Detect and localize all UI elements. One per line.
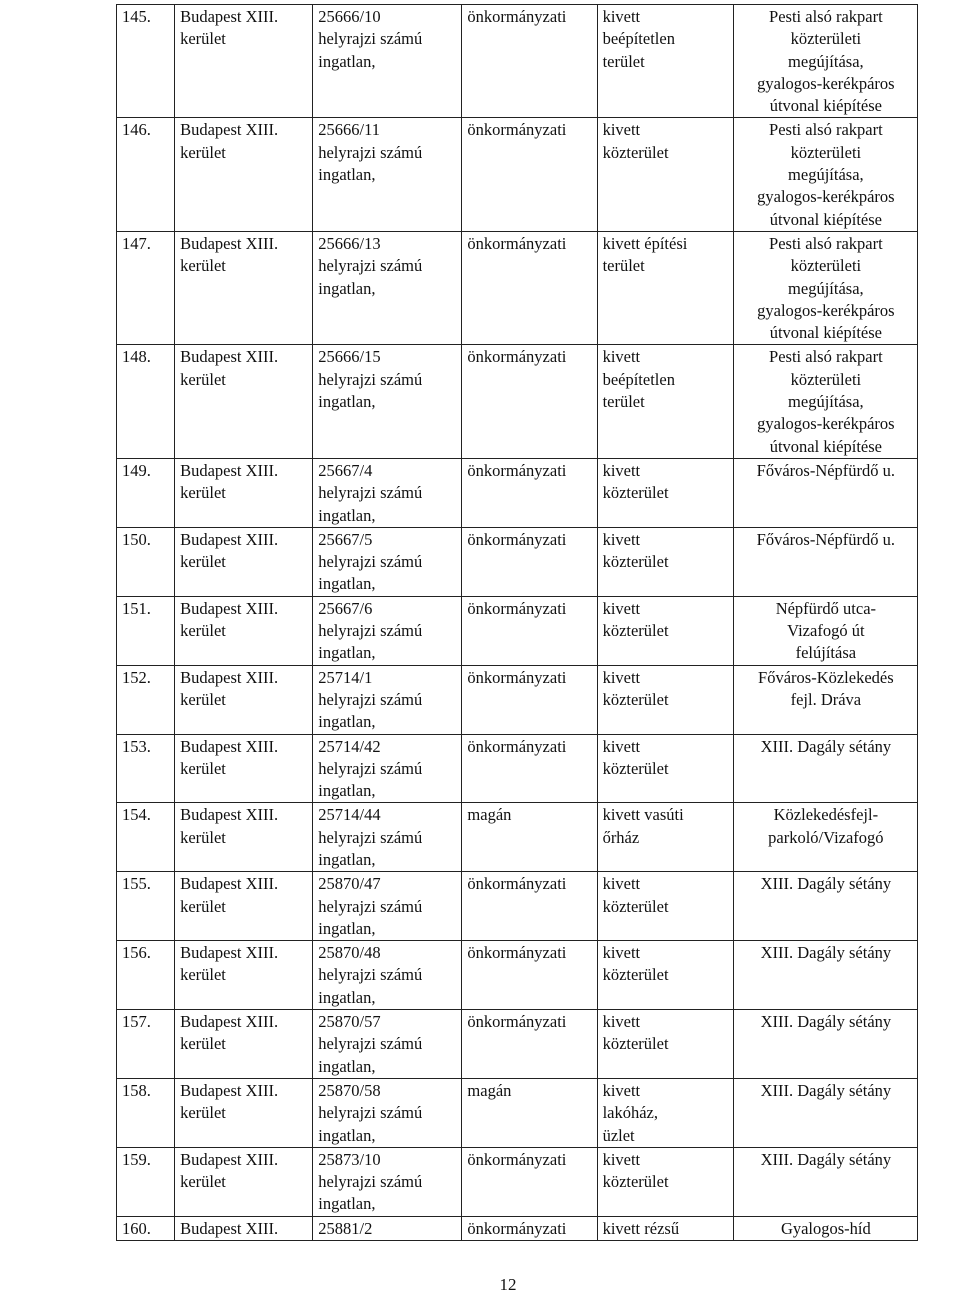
cell-purpose-line: fejl. Dráva	[790, 689, 862, 709]
cell-land-type-line: közterület	[602, 689, 669, 709]
cell-ownership-line: önkormányzati	[467, 460, 567, 480]
cell-purpose	[733, 527, 917, 596]
cell-purpose-line: gyalogos-kerékpáros	[757, 414, 895, 434]
cell-purpose-line: Főváros-Népfürdő u.	[756, 460, 896, 480]
cell-location	[175, 1010, 313, 1079]
cell-land-type	[597, 458, 733, 527]
cell-ownership-line: önkormányzati	[467, 233, 567, 253]
cell-land-type	[597, 118, 733, 231]
cell-ownership	[462, 5, 597, 118]
cell-location-line: kerület	[180, 256, 226, 276]
cell-land-type	[597, 665, 733, 734]
cell-parcel-number	[313, 231, 462, 344]
cell-location-line: kerület	[180, 965, 226, 985]
cell-land-type-line: beépítetlen	[602, 369, 675, 389]
cell-land-type	[597, 1078, 733, 1147]
cell-purpose-line: útvonal kiépítése	[769, 436, 882, 456]
cell-parcel-number	[313, 1147, 462, 1216]
cell-parcel-number-line: helyrajzi számú	[318, 256, 423, 276]
cell-location	[175, 527, 313, 596]
cell-location	[175, 596, 313, 665]
cell-land-type	[597, 734, 733, 803]
table-row	[117, 665, 918, 734]
cell-parcel-number-line: 25881/2	[318, 1218, 373, 1238]
cell-land-type-line: kivett	[602, 874, 641, 894]
cell-land-type-line: kivett	[602, 460, 641, 480]
table-row	[117, 118, 918, 231]
cell-ownership-line: magán	[467, 805, 512, 825]
cell-parcel-number-line: 25666/13	[318, 233, 381, 253]
cell-number: 146.	[117, 118, 175, 231]
cell-parcel-number-line: 25666/11	[318, 120, 380, 140]
cell-purpose-line: útvonal kiépítése	[769, 96, 882, 116]
cell-purpose	[733, 5, 917, 118]
table-row	[117, 872, 918, 941]
cell-ownership	[462, 596, 597, 665]
cell-purpose-line: gyalogos-kerékpáros	[757, 187, 895, 207]
cell-purpose-line: közterületi	[790, 142, 862, 162]
cell-location	[175, 1078, 313, 1147]
cell-parcel-number-line: 25870/48	[318, 943, 381, 963]
cell-number: 147.	[117, 231, 175, 344]
cell-land-type-line: kivett	[602, 598, 641, 618]
cell-land-type-line: kivett	[602, 7, 641, 26]
cell-location-line: kerület	[180, 758, 226, 778]
cell-ownership	[462, 872, 597, 941]
cell-land-type-line: kivett	[602, 667, 641, 687]
cell-number: 151.	[117, 596, 175, 665]
cell-parcel-number-line: ingatlan,	[318, 1056, 376, 1076]
cell-land-type-line: kivett	[602, 943, 641, 963]
cell-number: 154.	[117, 803, 175, 872]
cell-number: 150.	[117, 527, 175, 596]
cell-location	[175, 1216, 313, 1240]
cell-parcel-number-line: helyrajzi számú	[318, 758, 423, 778]
cell-land-type	[597, 1010, 733, 1079]
cell-parcel-number-line: helyrajzi számú	[318, 965, 423, 985]
cell-location-line: Budapest XIII.	[180, 736, 279, 756]
cell-purpose-line: megújítása,	[788, 392, 864, 412]
cell-ownership	[462, 1147, 597, 1216]
table-row	[117, 5, 918, 118]
cell-number: 148.	[117, 345, 175, 458]
cell-land-type	[597, 345, 733, 458]
cell-location-line: kerület	[180, 621, 226, 641]
table-row	[117, 941, 918, 1010]
cell-land-type-line: kivett vasúti	[602, 805, 684, 825]
cell-purpose-line: XIII. Dagály sétány	[760, 1012, 892, 1032]
cell-parcel-number-line: 25667/6	[318, 598, 373, 618]
cell-land-type	[597, 1147, 733, 1216]
cell-land-type-line: őrház	[602, 827, 640, 847]
cell-location-line: kerület	[180, 827, 226, 847]
cell-parcel-number-line: ingatlan,	[318, 712, 376, 732]
cell-purpose-line: Pesti alsó rakpart	[769, 347, 883, 367]
cell-purpose-line: XIII. Dagály sétány	[760, 736, 892, 756]
cell-ownership-line: önkormányzati	[467, 529, 567, 549]
cell-parcel-number-line: helyrajzi számú	[318, 369, 423, 389]
cell-land-type	[597, 1216, 733, 1240]
cell-purpose-line: XIII. Dagály sétány	[760, 874, 892, 894]
cell-purpose-line: parkoló/Vizafogó	[768, 827, 884, 847]
cell-land-type	[597, 5, 733, 118]
cell-purpose-line: XIII. Dagály sétány	[760, 1149, 892, 1169]
cell-purpose-line: megújítása,	[788, 51, 864, 71]
cell-land-type-line: kivett	[602, 1012, 641, 1032]
cell-parcel-number-line: 25666/10	[318, 7, 381, 26]
cell-parcel-number-line: 25714/1	[318, 667, 373, 687]
cell-parcel-number-line: ingatlan,	[318, 574, 376, 594]
cell-purpose-line: útvonal kiépítése	[769, 209, 882, 229]
cell-parcel-number	[313, 5, 462, 118]
cell-ownership-line: önkormányzati	[467, 667, 567, 687]
table-row	[117, 345, 918, 458]
cell-location	[175, 231, 313, 344]
cell-land-type-line: lakóház,	[602, 1103, 658, 1123]
cell-purpose-line: Pesti alsó rakpart	[769, 120, 883, 140]
cell-land-type-line: kivett	[602, 347, 641, 367]
cell-land-type-line: közterület	[602, 621, 669, 641]
cell-parcel-number-line: ingatlan,	[318, 781, 376, 801]
cell-location	[175, 872, 313, 941]
cell-parcel-number-line: 25714/44	[318, 805, 381, 825]
cell-parcel-number-line: ingatlan,	[318, 392, 376, 412]
cell-location-line: Budapest XIII.	[180, 598, 279, 618]
cell-location-line: kerület	[180, 689, 226, 709]
cell-parcel-number-line: helyrajzi számú	[318, 1103, 423, 1123]
cell-parcel-number-line: 25870/58	[318, 1080, 381, 1100]
cell-land-type-line: közterület	[602, 1034, 669, 1054]
cell-parcel-number-line: helyrajzi számú	[318, 896, 423, 916]
cell-land-type-line: kivett	[602, 1080, 641, 1100]
cell-ownership-line: önkormányzati	[467, 1012, 567, 1032]
property-table	[116, 4, 918, 1241]
cell-parcel-number	[313, 1010, 462, 1079]
cell-ownership-line: önkormányzati	[467, 1218, 567, 1238]
cell-purpose-line: XIII. Dagály sétány	[760, 1080, 892, 1100]
cell-purpose-line: gyalogos-kerékpáros	[757, 300, 895, 320]
cell-parcel-number	[313, 1216, 462, 1240]
cell-location-line: kerület	[180, 1172, 226, 1192]
cell-purpose	[733, 345, 917, 458]
cell-ownership-line: magán	[467, 1080, 512, 1100]
cell-parcel-number-line: helyrajzi számú	[318, 689, 423, 709]
cell-purpose-line: útvonal kiépítése	[769, 323, 882, 343]
cell-parcel-number	[313, 345, 462, 458]
cell-location-line: kerület	[180, 29, 226, 49]
cell-location	[175, 941, 313, 1010]
cell-land-type	[597, 231, 733, 344]
cell-purpose-line: Pesti alsó rakpart	[769, 233, 883, 253]
cell-ownership	[462, 231, 597, 344]
cell-location	[175, 345, 313, 458]
cell-purpose-line: Pesti alsó rakpart	[769, 7, 883, 26]
cell-purpose-line: felújítása	[795, 643, 857, 663]
cell-purpose-line: megújítása,	[788, 165, 864, 185]
cell-number: 145.	[117, 5, 175, 118]
cell-ownership	[462, 734, 597, 803]
cell-ownership-line: önkormányzati	[467, 7, 567, 26]
cell-parcel-number-line: 25667/5	[318, 529, 373, 549]
cell-location-line: Budapest XIII.	[180, 1080, 279, 1100]
cell-parcel-number	[313, 665, 462, 734]
cell-ownership-line: önkormányzati	[467, 874, 567, 894]
cell-parcel-number-line: ingatlan,	[318, 643, 376, 663]
cell-purpose-line: Gyalogos-híd	[780, 1218, 871, 1238]
cell-location-line: kerület	[180, 483, 226, 503]
cell-number: 149.	[117, 458, 175, 527]
cell-location-line: kerület	[180, 369, 226, 389]
cell-parcel-number	[313, 527, 462, 596]
cell-ownership	[462, 665, 597, 734]
cell-purpose-line: Főváros-Népfürdő u.	[756, 529, 896, 549]
cell-purpose	[733, 803, 917, 872]
cell-purpose-line: Főváros-Közlekedés	[758, 667, 894, 687]
cell-land-type-line: kivett	[602, 120, 641, 140]
cell-parcel-number-line: ingatlan,	[318, 987, 376, 1007]
cell-ownership-line: önkormányzati	[467, 598, 567, 618]
cell-location-line: kerület	[180, 552, 226, 572]
cell-ownership-line: önkormányzati	[467, 120, 567, 140]
table-row	[117, 1078, 918, 1147]
cell-parcel-number-line: ingatlan,	[318, 505, 376, 525]
cell-parcel-number-line: helyrajzi számú	[318, 621, 423, 641]
cell-land-type-line: közterület	[602, 142, 669, 162]
table-row	[117, 231, 918, 344]
cell-location-line: Budapest XIII.	[180, 667, 279, 687]
cell-ownership-line: önkormányzati	[467, 736, 567, 756]
cell-location-line: Budapest XIII.	[180, 1218, 279, 1238]
cell-location-line: Budapest XIII.	[180, 7, 279, 26]
cell-location-line: kerület	[180, 896, 226, 916]
cell-purpose	[733, 734, 917, 803]
cell-location-line: Budapest XIII.	[180, 347, 279, 367]
cell-parcel-number-line: helyrajzi számú	[318, 483, 423, 503]
cell-land-type-line: kivett rézsű	[602, 1218, 680, 1238]
cell-purpose	[733, 596, 917, 665]
cell-purpose-line: közterületi	[790, 256, 862, 276]
cell-location-line: Budapest XIII.	[180, 1012, 279, 1032]
cell-land-type	[597, 872, 733, 941]
cell-parcel-number-line: helyrajzi számú	[318, 1034, 423, 1054]
cell-location	[175, 665, 313, 734]
cell-location-line: kerület	[180, 142, 226, 162]
cell-land-type-line: terület	[602, 392, 645, 412]
cell-ownership	[462, 345, 597, 458]
cell-purpose	[733, 1147, 917, 1216]
cell-land-type	[597, 596, 733, 665]
property-table-body	[117, 5, 918, 1241]
cell-location-line: kerület	[180, 1034, 226, 1054]
cell-parcel-number-line: ingatlan,	[318, 165, 376, 185]
cell-purpose	[733, 665, 917, 734]
cell-ownership	[462, 803, 597, 872]
cell-ownership-line: önkormányzati	[467, 943, 567, 963]
cell-land-type-line: kivett	[602, 1149, 641, 1169]
cell-parcel-number-line: helyrajzi számú	[318, 552, 423, 572]
cell-parcel-number-line: ingatlan,	[318, 278, 376, 298]
cell-purpose	[733, 872, 917, 941]
cell-purpose-line: Népfürdő utca-	[775, 598, 877, 618]
cell-parcel-number-line: helyrajzi számú	[318, 142, 423, 162]
cell-location-line: Budapest XIII.	[180, 460, 279, 480]
table-row	[117, 803, 918, 872]
cell-purpose	[733, 1010, 917, 1079]
cell-ownership-line: önkormányzati	[467, 347, 567, 367]
cell-purpose	[733, 458, 917, 527]
cell-ownership	[462, 1010, 597, 1079]
cell-land-type-line: közterület	[602, 1172, 669, 1192]
cell-land-type-line: beépítetlen	[602, 29, 675, 49]
cell-location	[175, 118, 313, 231]
cell-land-type-line: kivett	[602, 529, 641, 549]
table-row	[117, 1010, 918, 1079]
cell-land-type-line: terület	[602, 51, 645, 71]
cell-parcel-number-line: ingatlan,	[318, 1194, 376, 1214]
cell-ownership	[462, 1078, 597, 1147]
cell-location-line: Budapest XIII.	[180, 120, 279, 140]
cell-parcel-number-line: helyrajzi számú	[318, 827, 423, 847]
cell-land-type	[597, 803, 733, 872]
cell-location-line: Budapest XIII.	[180, 529, 279, 549]
cell-land-type-line: kivett építési	[602, 233, 688, 253]
cell-parcel-number-line: ingatlan,	[318, 849, 376, 869]
cell-purpose-line: megújítása,	[788, 278, 864, 298]
cell-number: 152.	[117, 665, 175, 734]
cell-ownership	[462, 1216, 597, 1240]
cell-parcel-number	[313, 941, 462, 1010]
table-row	[117, 458, 918, 527]
cell-parcel-number-line: 25666/15	[318, 347, 381, 367]
table-row	[117, 1216, 918, 1240]
cell-parcel-number-line: 25873/10	[318, 1149, 381, 1169]
table-row	[117, 734, 918, 803]
cell-purpose-line: közterületi	[790, 369, 862, 389]
cell-location	[175, 803, 313, 872]
cell-location-line: Budapest XIII.	[180, 805, 279, 825]
cell-purpose-line: XIII. Dagály sétány	[760, 943, 892, 963]
cell-land-type-line: kivett	[602, 736, 641, 756]
cell-parcel-number-line: ingatlan,	[318, 51, 376, 71]
cell-land-type-line: közterület	[602, 552, 669, 572]
cell-parcel-number	[313, 734, 462, 803]
cell-land-type-line: üzlet	[602, 1125, 635, 1145]
cell-parcel-number-line: helyrajzi számú	[318, 1172, 423, 1192]
cell-parcel-number-line: helyrajzi számú	[318, 29, 423, 49]
cell-purpose	[733, 1216, 917, 1240]
cell-parcel-number-line: 25714/42	[318, 736, 381, 756]
cell-number: 159.	[117, 1147, 175, 1216]
cell-land-type-line: közterület	[602, 965, 669, 985]
cell-parcel-number	[313, 118, 462, 231]
cell-number: 158.	[117, 1078, 175, 1147]
cell-parcel-number-line: ingatlan,	[318, 1125, 376, 1145]
cell-location-line: Budapest XIII.	[180, 1149, 279, 1169]
cell-ownership	[462, 458, 597, 527]
cell-land-type-line: közterület	[602, 483, 669, 503]
cell-purpose	[733, 118, 917, 231]
table-row	[117, 527, 918, 596]
cell-purpose-line: Közlekedésfejl-	[773, 805, 879, 825]
cell-parcel-number	[313, 803, 462, 872]
cell-parcel-number-line: 25667/4	[318, 460, 373, 480]
cell-location-line: Budapest XIII.	[180, 943, 279, 963]
table-row	[117, 596, 918, 665]
cell-land-type-line: közterület	[602, 896, 669, 916]
cell-number: 156.	[117, 941, 175, 1010]
cell-purpose	[733, 1078, 917, 1147]
cell-purpose	[733, 941, 917, 1010]
cell-purpose-line: gyalogos-kerékpáros	[757, 73, 895, 93]
cell-land-type	[597, 527, 733, 596]
cell-number: 153.	[117, 734, 175, 803]
cell-number: 157.	[117, 1010, 175, 1079]
cell-number: 160.	[117, 1216, 175, 1240]
table-row	[117, 1147, 918, 1216]
cell-location	[175, 734, 313, 803]
cell-ownership	[462, 527, 597, 596]
cell-land-type-line: terület	[602, 256, 645, 276]
cell-parcel-number-line: 25870/57	[318, 1012, 381, 1032]
cell-ownership	[462, 941, 597, 1010]
cell-parcel-number	[313, 458, 462, 527]
cell-location-line: kerület	[180, 1103, 226, 1123]
cell-land-type-line: közterület	[602, 758, 669, 778]
cell-location	[175, 1147, 313, 1216]
cell-parcel-number	[313, 596, 462, 665]
cell-parcel-number	[313, 872, 462, 941]
cell-purpose-line: közterületi	[790, 29, 862, 49]
cell-location	[175, 5, 313, 118]
cell-purpose-line: Vizafogó út	[787, 621, 865, 641]
cell-location-line: Budapest XIII.	[180, 233, 279, 253]
cell-ownership	[462, 118, 597, 231]
cell-ownership-line: önkormányzati	[467, 1149, 567, 1169]
cell-location-line: Budapest XIII.	[180, 874, 279, 894]
cell-purpose	[733, 231, 917, 344]
cell-parcel-number	[313, 1078, 462, 1147]
cell-location	[175, 458, 313, 527]
cell-number: 155.	[117, 872, 175, 941]
cell-land-type	[597, 941, 733, 1010]
page-number: 12	[499, 1275, 517, 1294]
cell-parcel-number-line: ingatlan,	[318, 918, 376, 938]
cell-parcel-number-line: 25870/47	[318, 874, 381, 894]
